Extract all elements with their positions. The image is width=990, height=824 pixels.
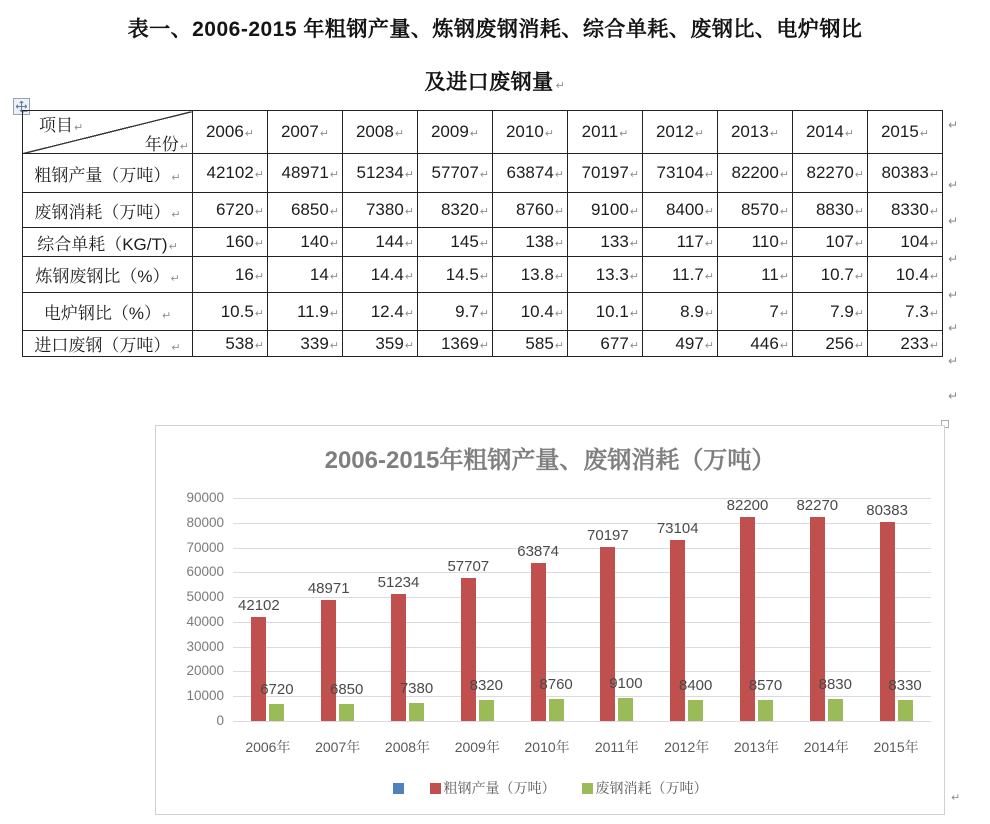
cell-end-mark: ↵ bbox=[929, 206, 939, 218]
bar-scrap-2014年 bbox=[828, 699, 843, 721]
paragraph-mark: ↵ bbox=[948, 321, 959, 335]
cell-end-mark: ↵ bbox=[629, 169, 639, 181]
row-label-cell: 电炉钢比（%）↵ bbox=[23, 293, 193, 331]
row-label-cell: 进口废钢（万吨）↵ bbox=[23, 331, 193, 357]
x-tick-label: 2006年 bbox=[245, 739, 291, 755]
bar-data-label: 42102 bbox=[238, 596, 280, 614]
x-tick-label: 2010年 bbox=[524, 739, 570, 755]
bar-crude-steel-2008年 bbox=[391, 594, 406, 721]
cell-end-mark: ↵ bbox=[74, 122, 84, 134]
cell-end-mark: ↵ bbox=[329, 307, 339, 320]
cell-end-mark: ↵ bbox=[394, 128, 405, 140]
table-row bbox=[23, 193, 943, 228]
value-cell: 7.9↵ bbox=[793, 293, 868, 331]
y-tick-label: 90000 bbox=[186, 490, 224, 505]
cell-end-mark: ↵ bbox=[854, 238, 864, 250]
cell-end-mark: ↵ bbox=[404, 270, 414, 283]
bar-data-label: 63874 bbox=[517, 542, 559, 560]
bar-data-label: 9100 bbox=[609, 675, 643, 693]
value-cell: 11↵ bbox=[718, 257, 793, 293]
value-cell: 233↵ bbox=[868, 331, 943, 357]
year-header-cell: 2009↵ bbox=[418, 111, 493, 154]
cell-end-mark: ↵ bbox=[854, 339, 864, 352]
paragraph-mark: ↵ bbox=[948, 252, 959, 266]
year-header-cell: 2010↵ bbox=[493, 111, 568, 154]
cell-end-mark: ↵ bbox=[779, 339, 789, 352]
value-cell: 538↵ bbox=[193, 331, 268, 357]
cell-end-mark: ↵ bbox=[479, 270, 489, 283]
cell-end-mark: ↵ bbox=[479, 339, 489, 352]
cell-end-mark: ↵ bbox=[161, 310, 172, 322]
value-cell: 1369↵ bbox=[418, 331, 493, 357]
cell-end-mark: ↵ bbox=[854, 206, 864, 218]
value-cell: 677↵ bbox=[568, 331, 643, 357]
paragraph-mark: ↵ bbox=[948, 389, 959, 403]
value-cell: 140↵ bbox=[268, 228, 343, 257]
value-cell: 8320↵ bbox=[418, 193, 493, 228]
cell-end-mark: ↵ bbox=[479, 238, 489, 250]
value-cell: 8570↵ bbox=[718, 193, 793, 228]
cell-end-mark: ↵ bbox=[254, 169, 264, 181]
bar-scrap-2007年 bbox=[339, 704, 354, 721]
y-tick-label: 30000 bbox=[186, 638, 224, 654]
cell-end-mark: ↵ bbox=[479, 206, 489, 218]
x-tick-label: 2014年 bbox=[803, 739, 849, 755]
cell-end-mark: ↵ bbox=[544, 128, 555, 140]
value-cell: 70197↵ bbox=[568, 154, 643, 193]
value-cell: 9100↵ bbox=[568, 193, 643, 228]
y-tick-label: 0 bbox=[216, 713, 224, 728]
grid-line bbox=[233, 548, 931, 549]
x-tick-label: 2007年 bbox=[315, 739, 361, 755]
bar-scrap-2015年 bbox=[898, 700, 913, 721]
table-header-row bbox=[23, 111, 943, 154]
cell-end-mark: ↵ bbox=[404, 307, 414, 320]
bar-crude-steel-2007年 bbox=[321, 600, 336, 721]
value-cell: 339↵ bbox=[268, 331, 343, 357]
cell-end-mark: ↵ bbox=[929, 238, 939, 250]
year-header-cell: 2011↵ bbox=[568, 111, 643, 154]
cell-end-mark: ↵ bbox=[854, 270, 864, 283]
value-cell: 6720↵ bbox=[193, 193, 268, 228]
bar-crude-steel-2009年 bbox=[461, 578, 476, 721]
cell-end-mark: ↵ bbox=[779, 238, 789, 250]
cell-end-mark: ↵ bbox=[554, 307, 564, 320]
bar-data-label: 70197 bbox=[587, 527, 629, 545]
cell-end-mark: ↵ bbox=[704, 238, 714, 250]
row-label-cell: 粗钢产量（万吨）↵ bbox=[23, 154, 193, 193]
cell-end-mark: ↵ bbox=[329, 238, 339, 250]
value-cell: 8.9↵ bbox=[643, 293, 718, 331]
value-cell: 11.9↵ bbox=[268, 293, 343, 331]
cell-end-mark: ↵ bbox=[254, 206, 264, 218]
paragraph-mark: ↵ bbox=[948, 118, 959, 132]
cell-end-mark: ↵ bbox=[929, 270, 939, 283]
cell-end-mark: ↵ bbox=[704, 339, 714, 352]
grid-line bbox=[233, 523, 931, 524]
table-row bbox=[23, 331, 943, 357]
year-header-cell: 2012↵ bbox=[643, 111, 718, 154]
x-tick-label: 2013年 bbox=[733, 739, 780, 755]
bar-scrap-2009年 bbox=[479, 700, 494, 721]
cell-end-mark: ↵ bbox=[404, 206, 414, 218]
y-tick-label: 20000 bbox=[186, 663, 224, 679]
value-cell: 8330↵ bbox=[868, 193, 943, 228]
bar-data-label: 48971 bbox=[307, 579, 350, 597]
cell-end-mark: ↵ bbox=[244, 128, 255, 140]
value-cell: 138↵ bbox=[493, 228, 568, 257]
cell-end-mark: ↵ bbox=[854, 169, 864, 181]
value-cell: 256↵ bbox=[793, 331, 868, 357]
value-cell: 13.3↵ bbox=[568, 257, 643, 293]
cell-end-mark: ↵ bbox=[168, 240, 178, 253]
cell-end-mark: ↵ bbox=[629, 238, 639, 250]
value-cell: 117↵ bbox=[643, 228, 718, 257]
grid-line bbox=[233, 597, 931, 598]
value-cell: 42102↵ bbox=[193, 154, 268, 193]
value-cell: 7↵ bbox=[718, 293, 793, 331]
cell-end-mark: ↵ bbox=[854, 307, 864, 320]
cell-end-mark: ↵ bbox=[469, 128, 480, 140]
row-label-cell: 炼钢废钢比（%）↵ bbox=[23, 257, 193, 293]
cell-end-mark: ↵ bbox=[254, 270, 264, 283]
legend-swatch bbox=[582, 783, 593, 794]
value-cell: 446↵ bbox=[718, 331, 793, 357]
value-cell: 14.4↵ bbox=[343, 257, 418, 293]
value-cell: 63874↵ bbox=[493, 154, 568, 193]
data-table bbox=[22, 110, 943, 357]
bar-scrap-2011年 bbox=[618, 698, 633, 721]
paragraph-mark: ↵ bbox=[555, 80, 566, 92]
chart bbox=[155, 425, 945, 815]
cell-end-mark: ↵ bbox=[254, 339, 264, 352]
y-tick-label: 50000 bbox=[186, 589, 224, 605]
value-cell: 104↵ bbox=[868, 228, 943, 257]
value-cell: 107↵ bbox=[793, 228, 868, 257]
value-cell: 144↵ bbox=[343, 228, 418, 257]
cell-end-mark: ↵ bbox=[619, 128, 629, 140]
corner-label-year: 年份↵ bbox=[144, 135, 189, 154]
cell-end-mark: ↵ bbox=[479, 307, 489, 320]
value-cell: 16↵ bbox=[193, 257, 268, 293]
value-cell: 8400↵ bbox=[643, 193, 718, 228]
cell-end-mark: ↵ bbox=[170, 273, 180, 285]
x-tick-label: 2015年 bbox=[873, 739, 919, 755]
cell-end-mark: ↵ bbox=[329, 339, 339, 352]
cell-end-mark: ↵ bbox=[319, 128, 330, 140]
y-tick-label: 80000 bbox=[186, 514, 224, 530]
cell-end-mark: ↵ bbox=[254, 307, 264, 320]
x-tick-label: 2008年 bbox=[384, 739, 431, 755]
grid-line bbox=[233, 572, 931, 573]
bar-data-label: 6850 bbox=[330, 681, 364, 699]
value-cell: 10.4↵ bbox=[493, 293, 568, 331]
legend-item bbox=[393, 783, 404, 794]
value-cell: 359↵ bbox=[343, 331, 418, 357]
bar-data-label: 51234 bbox=[377, 574, 420, 592]
bar-data-label: 8330 bbox=[888, 677, 922, 695]
row-label-cell: 综合单耗（KG/T)↵ bbox=[23, 228, 193, 257]
value-cell: 80383↵ bbox=[868, 154, 943, 193]
value-cell: 9.7↵ bbox=[418, 293, 493, 331]
value-cell: 73104↵ bbox=[643, 154, 718, 193]
x-tick-label: 2011年 bbox=[594, 739, 639, 755]
cell-end-mark: ↵ bbox=[704, 270, 714, 283]
cell-end-mark: ↵ bbox=[404, 169, 414, 181]
bar-data-label: 8400 bbox=[679, 677, 713, 695]
cell-end-mark: ↵ bbox=[179, 141, 189, 153]
cell-end-mark: ↵ bbox=[329, 169, 339, 181]
value-cell: 7.3↵ bbox=[868, 293, 943, 331]
value-cell: 133↵ bbox=[568, 228, 643, 257]
bar-data-label: 6720 bbox=[260, 681, 294, 699]
cell-end-mark: ↵ bbox=[554, 169, 564, 181]
cell-end-mark: ↵ bbox=[779, 270, 789, 283]
bar-scrap-2013年 bbox=[758, 700, 773, 721]
grid-line bbox=[233, 647, 931, 648]
value-cell: 51234↵ bbox=[343, 154, 418, 193]
cell-end-mark: ↵ bbox=[694, 128, 705, 140]
year-header-cell: 2007↵ bbox=[268, 111, 343, 154]
value-cell: 8830↵ bbox=[793, 193, 868, 228]
value-cell: 10.7↵ bbox=[793, 257, 868, 293]
table-row bbox=[23, 154, 943, 193]
value-cell: 6850↵ bbox=[268, 193, 343, 228]
cell-end-mark: ↵ bbox=[554, 238, 564, 250]
cell-end-mark: ↵ bbox=[404, 238, 414, 250]
value-cell: 14↵ bbox=[268, 257, 343, 293]
legend-swatch bbox=[430, 783, 441, 794]
bar-scrap-2012年 bbox=[688, 700, 703, 721]
y-tick-label: 40000 bbox=[186, 613, 224, 629]
table-row bbox=[23, 293, 943, 331]
cell-end-mark: ↵ bbox=[404, 339, 414, 352]
value-cell: 57707↵ bbox=[418, 154, 493, 193]
cell-end-mark: ↵ bbox=[779, 206, 789, 218]
value-cell: 13.8↵ bbox=[493, 257, 568, 293]
plot-area bbox=[233, 498, 931, 721]
year-header-cell: 2008↵ bbox=[343, 111, 418, 154]
value-cell: 48971↵ bbox=[268, 154, 343, 193]
bar-scrap-2006年 bbox=[269, 704, 284, 721]
row-label-cell: 废钢消耗（万吨）↵ bbox=[23, 193, 193, 228]
table-row bbox=[23, 257, 943, 293]
value-cell: 7380↵ bbox=[343, 193, 418, 228]
year-header-cell: 2006↵ bbox=[193, 111, 268, 154]
bar-data-label: 8830 bbox=[818, 676, 852, 694]
value-cell: 11.7↵ bbox=[643, 257, 718, 293]
cell-end-mark: ↵ bbox=[171, 342, 181, 354]
page-title-line1: 表一、2006-2015 年粗钢产量、炼钢废钢消耗、综合单耗、废钢比、电炉钢比 bbox=[127, 18, 863, 41]
x-axis bbox=[233, 737, 931, 757]
grid-line bbox=[233, 671, 931, 672]
year-header-cell: 2015↵ bbox=[868, 111, 943, 154]
y-tick-label: 60000 bbox=[186, 564, 224, 580]
cell-end-mark: ↵ bbox=[629, 339, 639, 352]
cell-end-mark: ↵ bbox=[629, 206, 639, 218]
cell-end-mark: ↵ bbox=[704, 169, 714, 181]
value-cell: 110↵ bbox=[718, 228, 793, 257]
grid-line bbox=[233, 622, 931, 623]
cell-end-mark: ↵ bbox=[254, 238, 264, 250]
cell-end-mark: ↵ bbox=[779, 169, 789, 181]
value-cell: 8760↵ bbox=[493, 193, 568, 228]
paragraph-mark: ↵ bbox=[948, 214, 959, 228]
bar-data-label: 82200 bbox=[726, 497, 769, 515]
legend-swatch bbox=[393, 783, 404, 794]
cell-end-mark: ↵ bbox=[704, 206, 714, 218]
corner-label-item: 项目↵ bbox=[39, 116, 84, 135]
value-cell: 585↵ bbox=[493, 331, 568, 357]
cell-end-mark: ↵ bbox=[769, 128, 780, 140]
value-cell: 12.4↵ bbox=[343, 293, 418, 331]
cell-end-mark: ↵ bbox=[844, 128, 855, 140]
page-title-line2-text: 及进口废钢量 bbox=[424, 71, 554, 94]
cell-end-mark: ↵ bbox=[919, 128, 930, 140]
cell-end-mark: ↵ bbox=[929, 339, 939, 352]
value-cell: 14.5↵ bbox=[418, 257, 493, 293]
x-tick-label: 2009年 bbox=[454, 739, 500, 755]
y-tick-label: 70000 bbox=[186, 539, 224, 555]
bar-data-label: 57707 bbox=[447, 558, 490, 576]
legend-label: 废钢消耗（万吨） bbox=[595, 780, 708, 796]
legend-label: 粗钢产量（万吨） bbox=[443, 780, 556, 796]
page-title-line2 bbox=[0, 66, 990, 96]
bar-data-label: 7380 bbox=[399, 679, 434, 697]
cell-end-mark: ↵ bbox=[554, 270, 564, 283]
bar-data-label: 80383 bbox=[866, 501, 908, 519]
year-header-cell: 2013↵ bbox=[718, 111, 793, 154]
cell-end-mark: ↵ bbox=[704, 307, 714, 320]
cell-end-mark: ↵ bbox=[329, 270, 339, 283]
bar-crude-steel-2006年 bbox=[251, 617, 266, 721]
legend-item bbox=[582, 778, 708, 798]
grid-line bbox=[233, 721, 931, 722]
bar-data-label: 8760 bbox=[539, 676, 573, 694]
cell-end-mark: ↵ bbox=[329, 206, 339, 218]
paragraph-mark: ↵ bbox=[948, 288, 959, 302]
value-cell: 82200↵ bbox=[718, 154, 793, 193]
cell-end-mark: ↵ bbox=[629, 307, 639, 320]
chart-title: 2006-2015年粗钢产量、废钢消耗（万吨） bbox=[324, 447, 776, 474]
value-cell: 82270↵ bbox=[793, 154, 868, 193]
cell-end-mark: ↵ bbox=[171, 208, 181, 221]
bar-crude-steel-2011年 bbox=[600, 547, 615, 721]
corner-cell bbox=[23, 111, 193, 154]
value-cell: 10.5↵ bbox=[193, 293, 268, 331]
value-cell: 10.4↵ bbox=[868, 257, 943, 293]
value-cell: 10.1↵ bbox=[568, 293, 643, 331]
cell-end-mark: ↵ bbox=[929, 307, 939, 320]
bar-crude-steel-2010年 bbox=[531, 563, 546, 721]
bar-data-label: 8570 bbox=[748, 676, 783, 694]
cell-end-mark: ↵ bbox=[554, 206, 564, 218]
value-cell: 497↵ bbox=[643, 331, 718, 357]
paragraph-mark: ↵ bbox=[951, 792, 961, 804]
value-cell: 145↵ bbox=[418, 228, 493, 257]
x-tick-label: 2012年 bbox=[664, 739, 710, 755]
paragraph-mark: ↵ bbox=[948, 178, 959, 192]
paragraph-mark: ↵ bbox=[948, 354, 959, 368]
year-header-cell: 2014↵ bbox=[793, 111, 868, 154]
bar-data-label: 82270 bbox=[796, 497, 839, 515]
chart-legend bbox=[156, 778, 944, 798]
cell-end-mark: ↵ bbox=[554, 339, 564, 352]
cell-end-mark: ↵ bbox=[171, 171, 181, 184]
legend-item bbox=[430, 778, 556, 798]
cell-end-mark: ↵ bbox=[929, 169, 939, 181]
y-tick-label: 10000 bbox=[186, 688, 224, 704]
cell-end-mark: ↵ bbox=[779, 307, 789, 320]
bar-data-label: 73104 bbox=[656, 519, 699, 537]
bar-scrap-2010年 bbox=[549, 699, 564, 721]
cell-end-mark: ↵ bbox=[629, 270, 639, 283]
table-row bbox=[23, 228, 943, 257]
bar-data-label: 8320 bbox=[469, 677, 503, 695]
bar-scrap-2008年 bbox=[409, 703, 424, 721]
value-cell: 160↵ bbox=[193, 228, 268, 257]
cell-end-mark: ↵ bbox=[479, 169, 489, 181]
